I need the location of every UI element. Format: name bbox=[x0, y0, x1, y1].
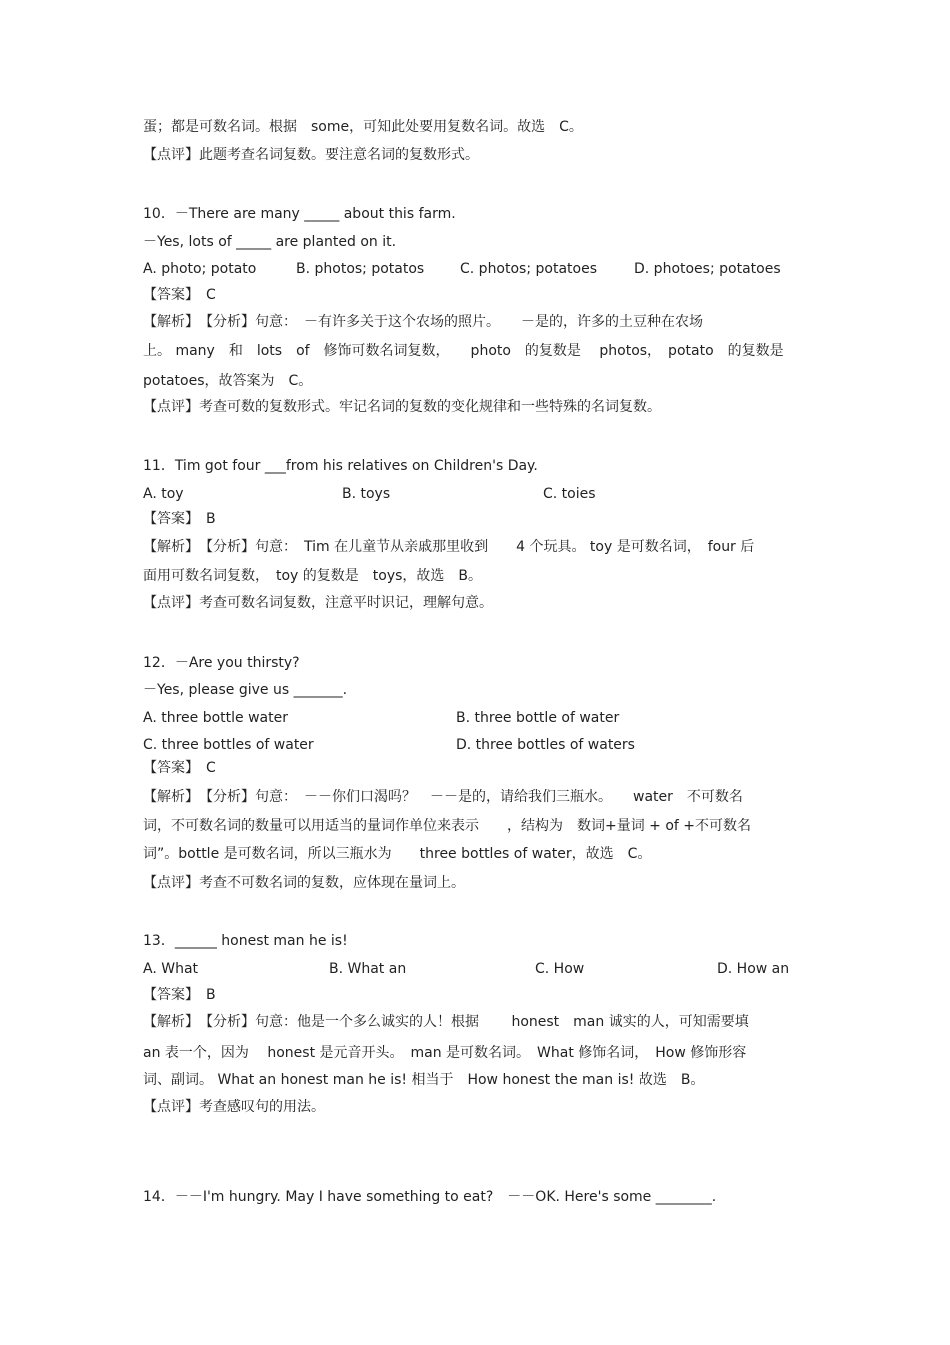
analysis-line: 词，不可数名词的数量可以用适当的量词作单位来表示 ，结构为 数词+量词 + of +不可数名 bbox=[143, 818, 752, 834]
option-b: B. photos; potatos bbox=[296, 261, 425, 277]
question-stem: 12．－Are you thirsty? bbox=[143, 655, 300, 671]
answer: 【答案】 C bbox=[143, 287, 216, 303]
option-c: C. How bbox=[535, 961, 585, 977]
option-d: D. three bottles of waters bbox=[456, 737, 635, 753]
option-a: A. photo; potato bbox=[143, 261, 257, 277]
analysis-line: 上。 many 和 lots of 修饰可数名词复数， photo 的复数是 photos， potato 的复数是 bbox=[143, 343, 784, 359]
comment-continuation: 【点评】此题考查名词复数。要注意名词的复数形式。 bbox=[143, 147, 479, 163]
answer: 【答案】 B bbox=[143, 511, 216, 527]
answer: 【答案】 C bbox=[143, 760, 216, 776]
option-c: C. three bottles of water bbox=[143, 737, 314, 753]
question-stem: 10．－There are many _____ about this farm. bbox=[143, 206, 456, 222]
question-stem: －Yes, please give us _______. bbox=[143, 682, 348, 698]
option-b: B. What an bbox=[329, 961, 407, 977]
analysis-line: 【解析】 【分析】句意： Tim 在儿童节从亲戚那里收到 4 个玩具。 toy 是可数名词， four 后 bbox=[143, 539, 755, 555]
analysis-line: 词”。bottle 是可数名词，所以三瓶水为 three bottles of water，故选 C。 bbox=[143, 846, 652, 862]
analysis-line: 【解析】 【分析】句意： －有许多关于这个农场的照片。 －是的，许多的土豆种在农场 bbox=[143, 314, 703, 330]
option-c: C. toies bbox=[543, 486, 596, 502]
analysis-line: potatoes，故答案为 C。 bbox=[143, 373, 313, 389]
answer: 【答案】 B bbox=[143, 987, 216, 1003]
option-d: D. How an bbox=[717, 961, 790, 977]
analysis-line: 【解析】 【分析】句意：他是一个多么诚实的人！根据 honest man 诚实的人，可知需要填 bbox=[143, 1014, 749, 1030]
option-b: B. three bottle of water bbox=[456, 710, 620, 726]
question-stem: 14．－－I'm hungry. May I have something to eat? －－OK. Here's some ________. bbox=[143, 1189, 717, 1205]
comment: 【点评】考查不可数名词的复数，应体现在量词上。 bbox=[143, 875, 465, 891]
comment: 【点评】考查可数的复数形式。牢记名词的复数的变化规律和一些特殊的名词复数。 bbox=[143, 399, 661, 415]
comment: 【点评】考查感叹句的用法。 bbox=[143, 1099, 325, 1115]
option-d: D. photoes; potatoes bbox=[634, 261, 781, 277]
analysis-line: an 表一个，因为 honest 是元音开头。 man 是可数名词。 What 修饰名词， How 修饰形容 bbox=[143, 1045, 747, 1061]
comment: 【点评】考查可数名词复数，注意平时识记，理解句意。 bbox=[143, 595, 493, 611]
analysis-line: 面用可数名词复数， toy 的复数是 toys，故选 B。 bbox=[143, 568, 483, 584]
option-b: B. toys bbox=[342, 486, 391, 502]
option-a: A. three bottle water bbox=[143, 710, 288, 726]
question-stem: 13．______ honest man he is! bbox=[143, 933, 348, 949]
question-stem: 11．Tim got four ___from his relatives on Children's Day. bbox=[143, 458, 538, 474]
option-a: A. toy bbox=[143, 486, 184, 502]
analysis-continuation: 蛋；都是可数名词。根据 some，可知此处要用复数名词。故选 C。 bbox=[143, 119, 583, 135]
question-stem: －Yes, lots of _____ are planted on it. bbox=[143, 234, 397, 250]
option-a: A. What bbox=[143, 961, 199, 977]
analysis-line: 词、副词。 What an honest man he is! 相当于 How honest the man is! 故选 B。 bbox=[143, 1072, 705, 1088]
analysis-line: 【解析】 【分析】句意： －－你们口渴吗？ －－是的，请给我们三瓶水。 water 不可数名 bbox=[143, 789, 743, 805]
option-c: C. photos; potatoes bbox=[460, 261, 597, 277]
